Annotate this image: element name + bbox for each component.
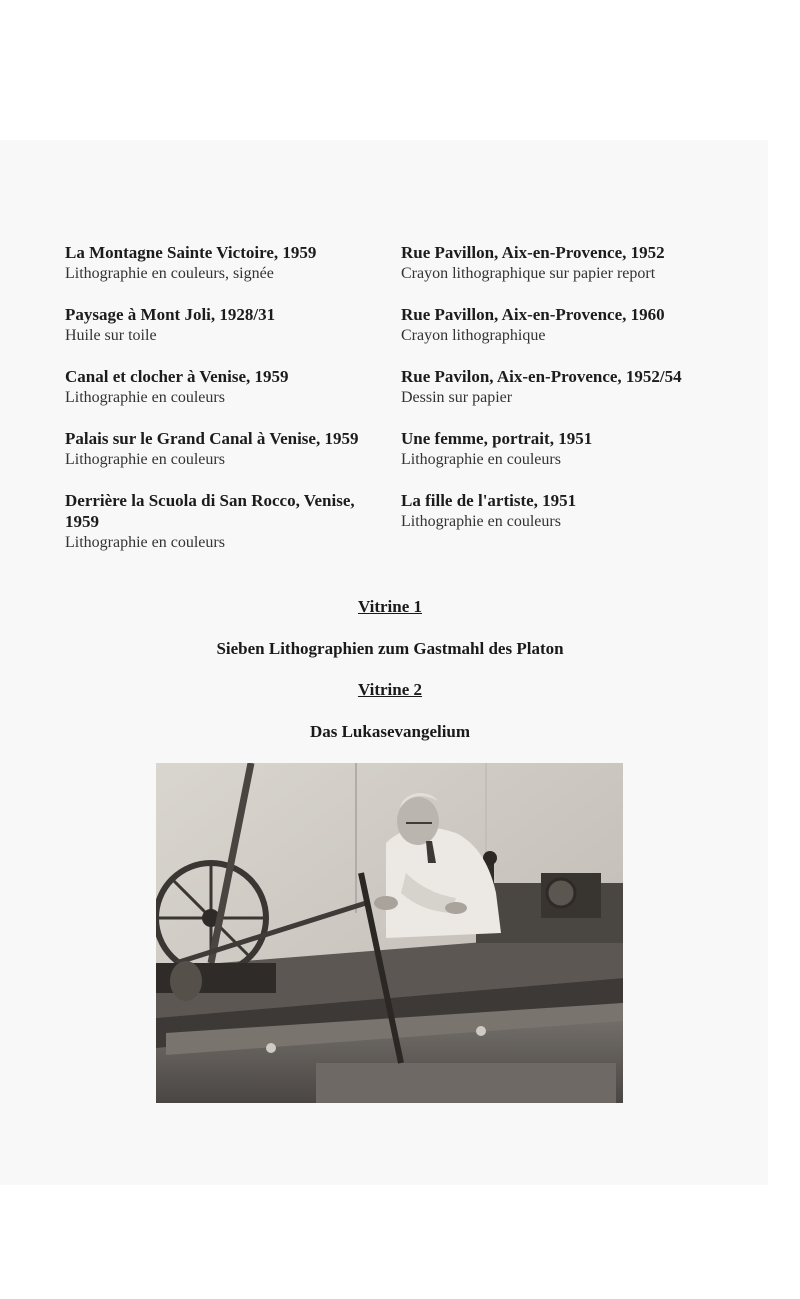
artwork-medium: Lithographie en couleurs [401,451,561,468]
artwork-title: Rue Pavilon, Aix-en-Provence, 1952/54 [401,367,682,386]
artwork-title: La fille de l'artiste, 1951 [401,491,577,510]
artwork-entry [65,242,390,284]
artwork-medium: Dessin sur papier [401,389,513,406]
artwork-entry [65,366,390,408]
artwork-title: Palais sur le Grand Canal à Venise, 1959 [65,429,359,448]
artwork-title: La Montagne Sainte Victoire, 1959 [65,243,317,262]
artwork-medium: Crayon lithographique [401,327,546,344]
artwork-entry [401,366,746,408]
artwork-title: Une femme, portrait, 1951 [401,429,593,448]
artwork-entry [401,242,746,284]
artwork-medium: Huile sur toile [65,327,157,344]
artist-at-press-photo [156,763,623,1103]
vitrine-1-title: Sieben Lithographien zum Gastmahl des Platon [216,639,564,658]
artwork-list-left [65,242,390,573]
artwork-title: Derrière la Scuola di San Rocco, Venise, 1959 [65,491,355,531]
artwork-entry [401,428,746,470]
artwork-medium: Lithographie en couleurs [65,451,225,468]
vitrine-2-heading: Vitrine 2 [357,680,423,699]
artwork-entry [65,304,390,346]
artwork-title: Rue Pavillon, Aix-en-Provence, 1952 [401,243,665,262]
artwork-list-right [401,242,746,552]
artwork-title: Paysage à Mont Joli, 1928/31 [65,305,276,324]
artwork-medium: Lithographie en couleurs [401,513,561,530]
artwork-medium: Lithographie en couleurs [65,389,225,406]
artwork-entry [401,490,746,532]
artwork-title: Rue Pavillon, Aix-en-Provence, 1960 [401,305,665,324]
vitrine-1-heading: Vitrine 1 [357,597,423,616]
artwork-entry [65,490,390,553]
artwork-entry [401,304,746,346]
artwork-medium: Crayon lithographique sur papier report [401,265,656,282]
vitrine-2-title: Das Lukasevangelium [309,722,471,741]
artwork-title: Canal et clocher à Venise, 1959 [65,367,289,386]
artwork-medium: Lithographie en couleurs [65,534,225,551]
artwork-medium: Lithographie en couleurs, signée [65,265,274,282]
artwork-entry [65,428,390,470]
